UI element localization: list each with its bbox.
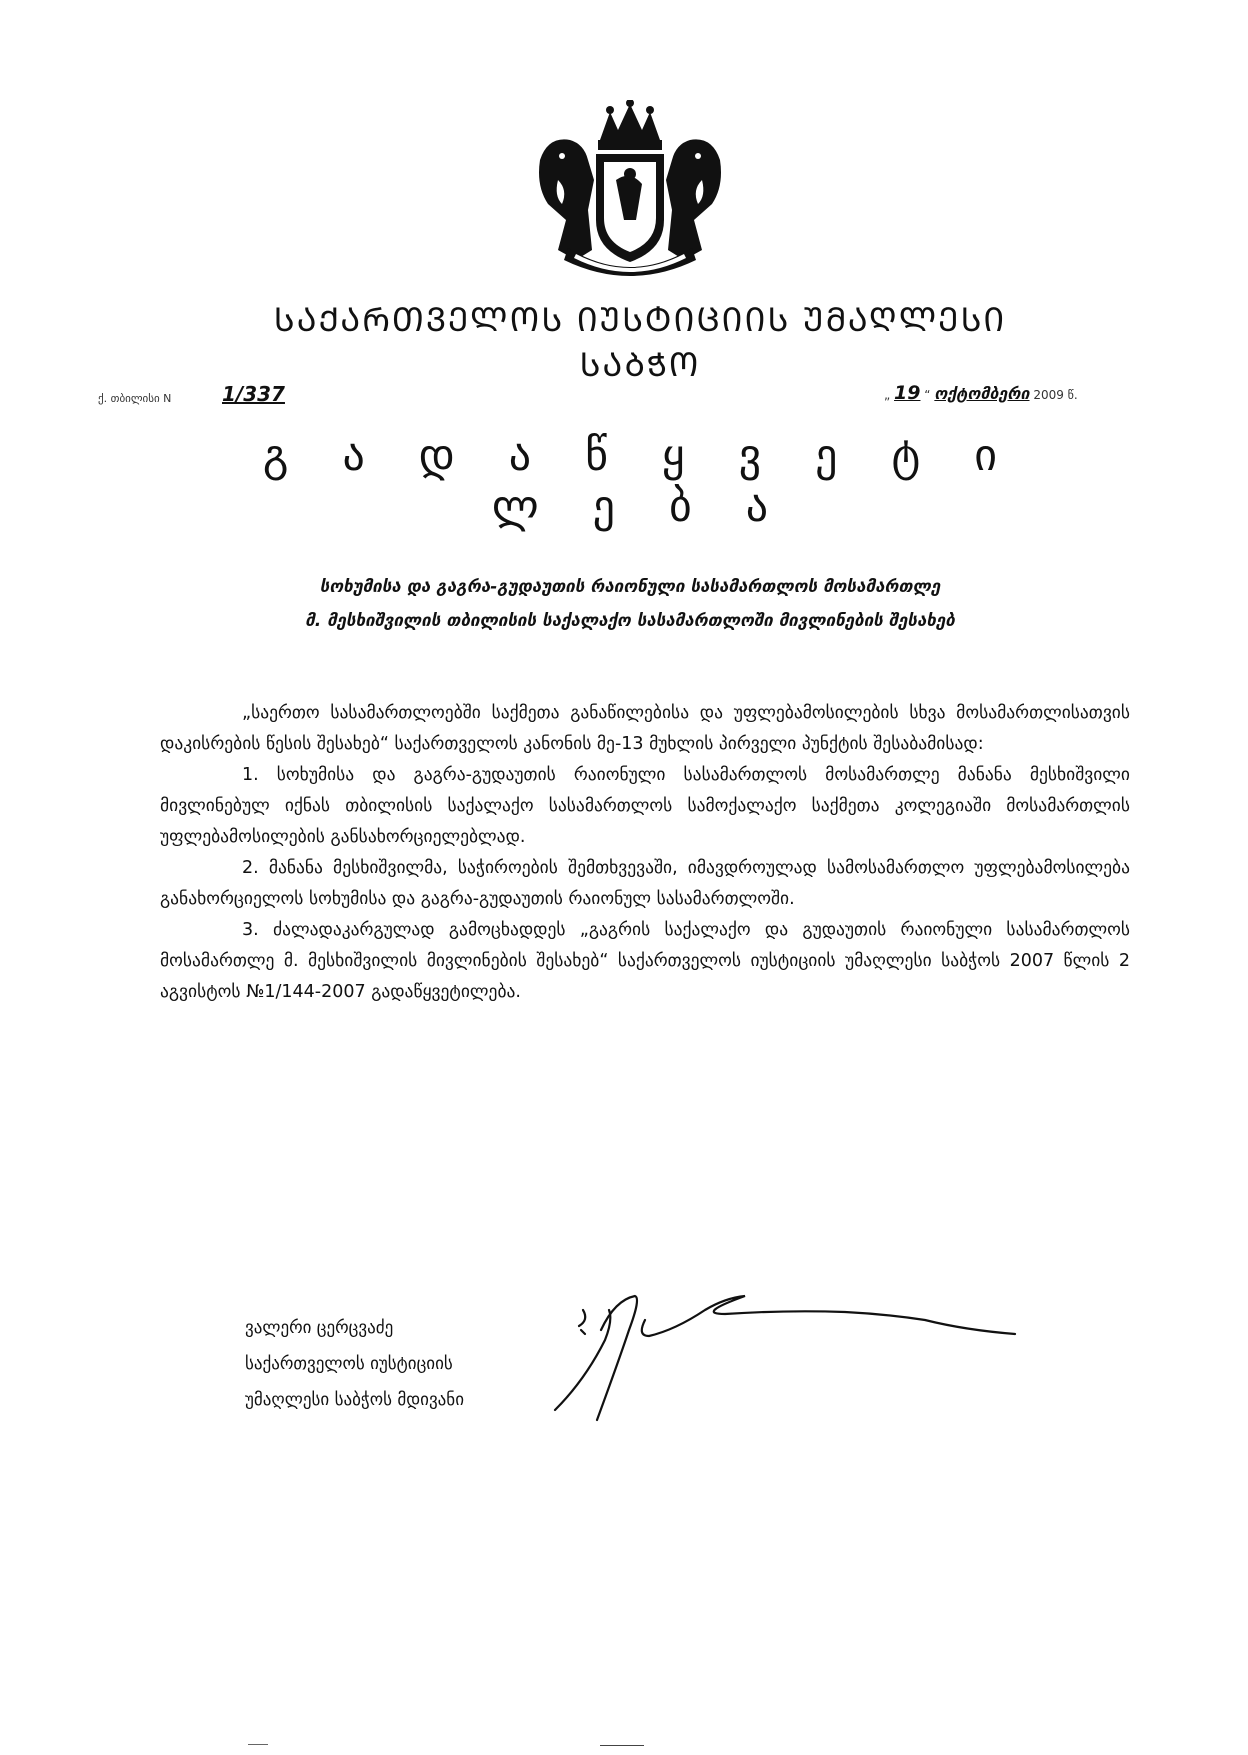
decision-item: 2. მანანა მესხიშვილმა, საჭიროების შემთხვევაში, იმავდროულად სამოსამართლო უფლებამოსილება განახორციელოს სოხუმისა და გაგრა-გუდაუთის რაიონულ სასამართლოში. bbox=[160, 858, 1130, 909]
document-body bbox=[160, 698, 1130, 1008]
signatory-block bbox=[245, 1310, 464, 1418]
handwritten-signature bbox=[545, 1290, 1065, 1430]
subject-line: სოხუმისა და გაგრა-გუდაუთის რაიონული სასამართლოს მოსამართლე bbox=[319, 577, 941, 597]
document-date: „ 19 “ ოქტომბერი 2009 წ. bbox=[884, 382, 1078, 404]
organization-title: ᲡᲐᲥᲐᲠᲗᲕᲔᲚᲝᲡ ᲘᲣᲡᲢᲘᲪᲘᲘᲡ ᲣᲛᲐᲦᲚᲔᲡᲘ ᲡᲐᲑᲭᲝ bbox=[273, 300, 1007, 384]
document-type-heading: გ ა დ ა წ ყ ვ ე ტ ი ლ ე ბ ა bbox=[262, 430, 1018, 532]
decision-item: 1. სოხუმისა და გაგრა-გუდაუთის რაიონული სასამართლოს მოსამართლე მანანა მესხიშვილი მივლინებულ იქნას თბილისის საქალაქო სასამართლოს სამოქალაქო საქმეთა კოლეგიაში მოსამართლის უფლებამოსილების განსახორციელებლად. bbox=[160, 765, 1130, 847]
subject-line: მ. მესხიშვილის თბილისის საქალაქო სასამართლოში მივლინების შესახებ bbox=[305, 611, 955, 631]
registration-label: ქ. თბილისი N bbox=[98, 392, 172, 405]
registration-number: 1/337 bbox=[222, 382, 285, 406]
intro-paragraph: „საერთო სასამართლოებში საქმეთა განაწილებისა და უფლებამოსილების სხვა მოსამართლისათვის დაკისრების წესის შესახებ“ საქართველოს კანონის მე-13 მუხლის პირველი პუნქტის შესაბამისად: bbox=[160, 703, 1130, 754]
document-subject bbox=[150, 570, 1110, 638]
date-year: 2009 წ. bbox=[1033, 388, 1078, 402]
date-month: ოქტომბერი bbox=[934, 384, 1030, 403]
signatory-title: საქართველოს იუსტიციის bbox=[245, 1354, 453, 1374]
decision-item: 3. ძალადაკარგულად გამოცხადდეს „გაგრის საქალაქო და გუდაუთის რაიონული სასამართლოს მოსამართლე მ. მესხიშვილის მივლინების შესახებ“ საქართველოს იუსტიციის უმაღლესი საბჭოს 2007 წლის 2 აგვისტოს №1/144-2007 გადაწყვეტილება. bbox=[160, 920, 1130, 1002]
page-mark bbox=[248, 1744, 268, 1745]
signatory-title: უმაღლესი საბჭოს მდივანი bbox=[245, 1390, 464, 1410]
page-mark bbox=[600, 1745, 644, 1746]
coat-of-arms-emblem bbox=[518, 100, 742, 278]
signatory-name: ვალერი ცერცვაძე bbox=[245, 1318, 394, 1338]
date-day: 19 bbox=[894, 382, 921, 404]
